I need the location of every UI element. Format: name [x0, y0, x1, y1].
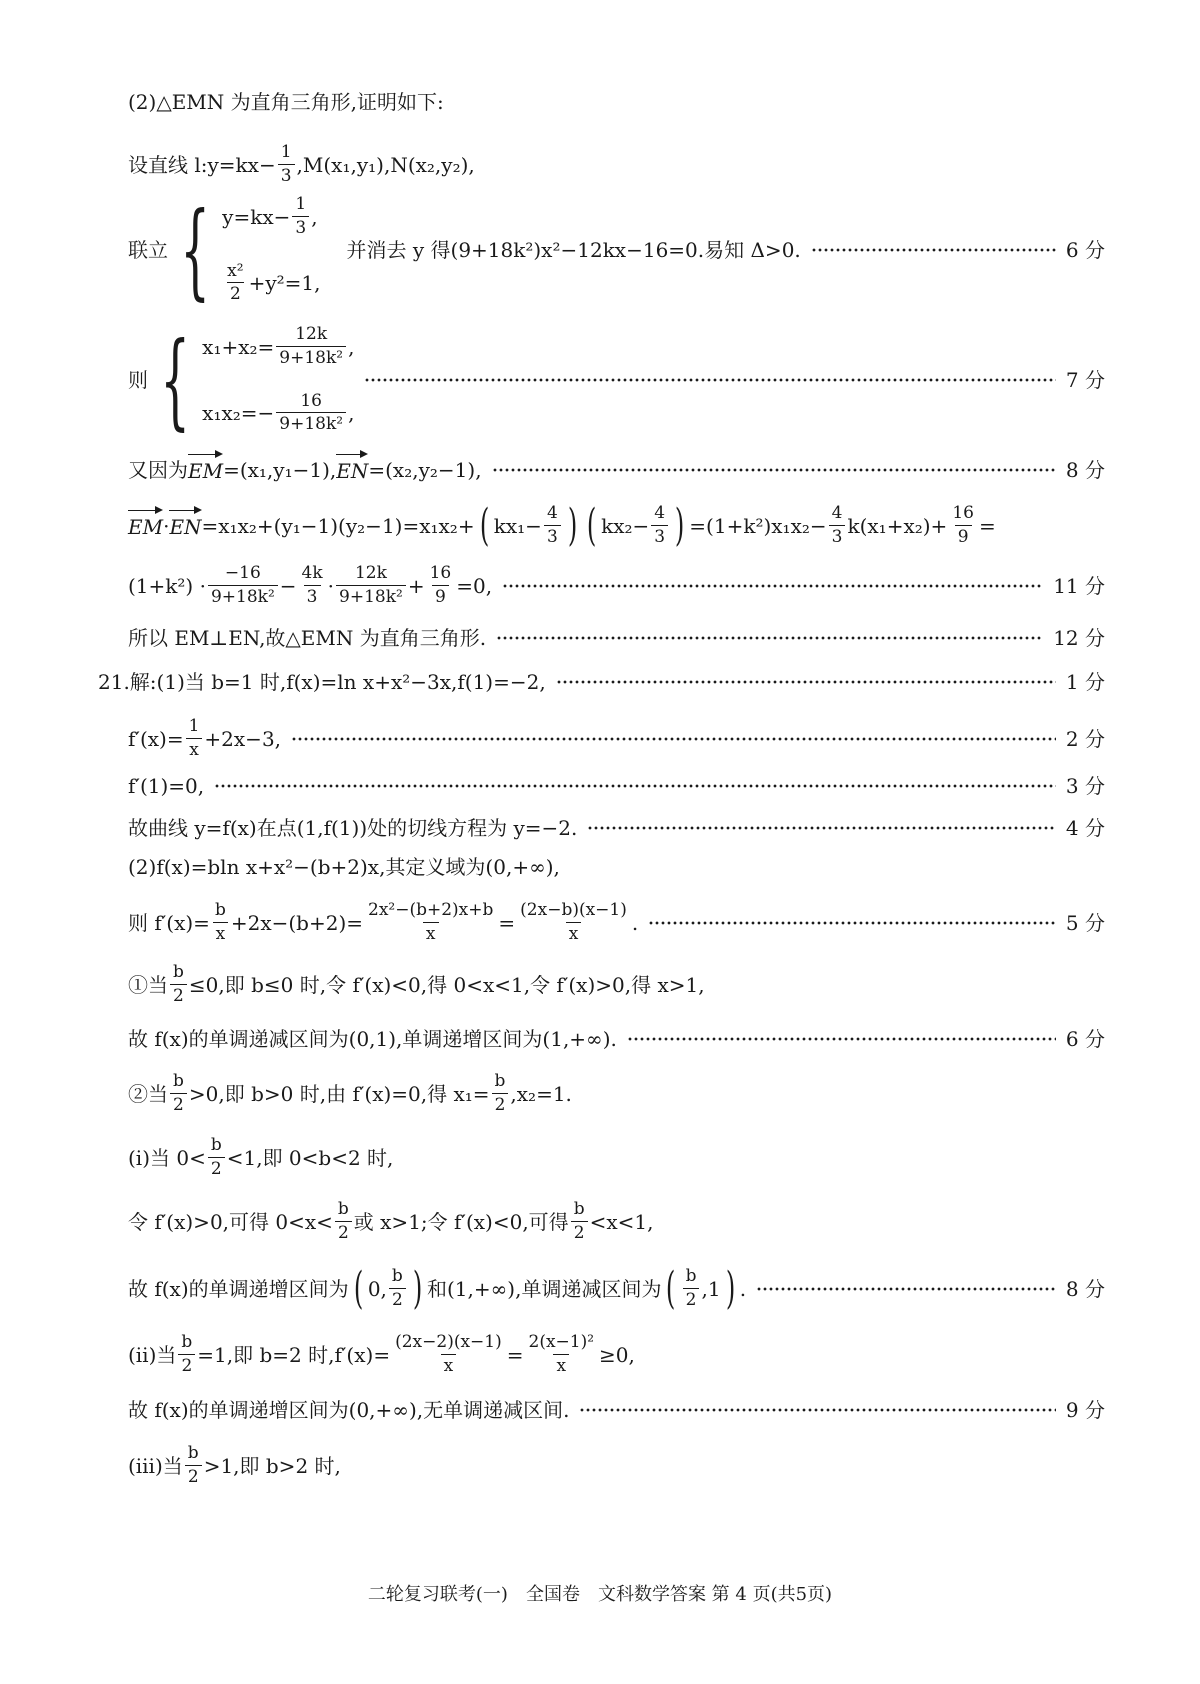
line-text: +: [407, 573, 425, 598]
line-text: <1,即 0<b<2 时,: [226, 1145, 394, 1170]
dot-leader: [811, 246, 1056, 254]
dot-leader: [556, 678, 1056, 686]
fraction: $\frac{b}{2}$: [335, 1200, 352, 1243]
line-text: =0,: [456, 573, 493, 598]
line-text: 又因为: [128, 458, 188, 482]
line-text: kx₂−: [601, 514, 650, 538]
dot-leader: [364, 376, 1055, 384]
equation-text: ,: [348, 401, 355, 426]
paren-glyph: ): [412, 1263, 423, 1314]
solution-line: [128, 459, 1105, 481]
paren-glyph: ): [725, 1263, 735, 1314]
line-lead: 联立: [128, 238, 168, 262]
line-text: f′(x)=: [128, 726, 184, 751]
score-label: 2 分: [1065, 726, 1105, 751]
score-label: 7 分: [1065, 368, 1105, 392]
dot-leader: [627, 1035, 1056, 1043]
solution-line: [128, 143, 1105, 186]
solution-line: [128, 1263, 1105, 1314]
paren-glyph: (: [666, 1263, 676, 1314]
fraction: $\frac{16}{\text{9+18k²}}$: [276, 392, 346, 435]
fraction: $\frac{4}{3}$: [544, 504, 561, 547]
paren-glyph: (: [353, 1263, 363, 1314]
dot-leader: [496, 634, 1043, 642]
line-text: k(x₁+x₂)+: [847, 514, 948, 538]
fraction: $\frac{1}{3}$: [292, 195, 309, 238]
line-text: kx₁−: [493, 514, 542, 538]
fraction: $\frac{(2x-b)(x-1)}{x}$: [520, 900, 627, 944]
score-label: 5 分: [1065, 910, 1105, 935]
equation-system: [148, 319, 355, 441]
line-text: .: [739, 1277, 747, 1301]
score-label: 8 分: [1065, 458, 1105, 482]
vector-em: EM: [188, 459, 224, 483]
score-label: 11 分: [1053, 573, 1105, 598]
line-text: =(x₁,y₁−1),: [223, 458, 337, 482]
line-text: 21.解:(1)当 b=1 时,f(x)=ln x+x²−3x,f(1)=−2,: [98, 670, 546, 694]
vector-en: EN: [336, 459, 369, 483]
equation-text: ,: [311, 204, 318, 229]
line-text: =1,即 b=2 时,f′(x)=: [197, 1342, 391, 1367]
fraction: $\frac{12k}{\text{9+18k²}}$: [276, 325, 346, 368]
solution-line: [128, 1400, 1105, 1420]
fraction: $\frac{b}{2}$: [208, 1136, 225, 1179]
solution-line: [128, 901, 1105, 944]
solution-line: [128, 963, 1105, 1006]
line-text: 0,: [367, 1277, 387, 1301]
line-text: (1+k²) ·: [128, 573, 206, 598]
vector-en: EN: [169, 515, 202, 539]
fraction: $\frac{1}{3}$: [278, 143, 295, 186]
line-text: >0,即 b>0 时,由 f′(x)=0,得 x₁=: [188, 1081, 490, 1106]
line-text: ,1: [701, 1277, 721, 1301]
line-text: 并消去 y 得(9+18k²)x²−12kx−16=0.易知 Δ>0.: [346, 238, 801, 262]
line-text: ,x₂=1.: [510, 1081, 572, 1106]
equation-text: y=kx−: [222, 204, 291, 229]
equation-text: ,: [348, 334, 355, 359]
fraction: $\frac{b}{2}$: [170, 1072, 187, 1115]
page-footer: 二轮复习联考(一) 全国卷 文科数学答案 第 4 页(共5页): [367, 1584, 833, 1605]
score-label: 6 分: [1065, 238, 1105, 262]
dot-leader: [291, 735, 1056, 743]
equation-system-line: [128, 319, 1105, 441]
line-text: >1,即 b>2 时,: [203, 1453, 341, 1478]
paren-glyph: (: [479, 500, 489, 551]
fraction: $\frac{12k}{\text{9+18k²}}$: [336, 564, 406, 607]
line-text: +2x−(b+2)=: [230, 910, 364, 935]
score-label: 4 分: [1065, 816, 1105, 840]
equation-system: [168, 189, 321, 311]
line-text: ②当: [128, 1081, 168, 1106]
line-text: 故 f(x)的单调递增区间为: [128, 1277, 349, 1301]
fraction: $\frac{b}{2}$: [571, 1200, 588, 1243]
line-text: ≥0,: [599, 1342, 635, 1367]
line-text: 或 x>1;令 f′(x)<0,可得: [353, 1209, 569, 1234]
line-text: (2)△EMN 为直角三角形,证明如下:: [128, 90, 444, 114]
line-text: =: [978, 514, 996, 538]
fraction: $\frac{16}{9}$: [952, 503, 974, 547]
line-text: −: [279, 573, 297, 598]
fraction: $\frac{4}{3}$: [829, 504, 846, 547]
equation-text: x₁+x₂=: [202, 334, 275, 359]
line-text: 设直线 l:y=kx−: [128, 152, 276, 177]
fraction: $\frac{b}{x}$: [212, 901, 229, 944]
solution-line: [128, 776, 1105, 796]
question-21-line: [98, 672, 1105, 692]
solution-line: [128, 1072, 1105, 1115]
score-label: 12 分: [1053, 626, 1105, 650]
line-lead: 则: [128, 368, 148, 392]
line-text: (ⅲ)当: [128, 1453, 183, 1478]
line-text: =: [506, 1342, 524, 1367]
line-text: 和(1,+∞),单调递减区间为: [426, 1277, 662, 1301]
solution-line: [128, 1200, 1105, 1243]
fraction: $\frac{\text{x²}}{2}$: [227, 260, 244, 305]
equation-text: +y²=1,: [248, 271, 321, 296]
equation-system-line: [128, 189, 1105, 311]
fraction: $\frac{4}{3}$: [651, 504, 668, 547]
solution-line: [128, 628, 1105, 648]
dot-leader: [756, 1285, 1056, 1293]
dot-leader: [579, 1406, 1055, 1414]
dot-leader: [492, 466, 1056, 474]
paren-glyph: ): [567, 500, 578, 551]
line-text: ·: [327, 573, 335, 598]
line-text: 令 f′(x)>0,可得 0<x<: [128, 1209, 333, 1234]
fraction: $\frac{b}{2}$: [683, 1267, 700, 1310]
solution-line: [128, 564, 1105, 607]
line-text: f′(1)=0,: [128, 774, 205, 798]
line-text: 则 f′(x)=: [128, 910, 210, 935]
line-text: =(1+k²)x₁x₂−: [689, 514, 827, 538]
equation-text: x₁x₂=−: [202, 401, 275, 426]
score-label: 1 分: [1065, 670, 1105, 694]
vector-em: EM: [128, 515, 164, 539]
line-text: 所以 EM⊥EN,故△EMN 为直角三角形.: [128, 626, 487, 650]
line-text: <x<1,: [589, 1209, 654, 1234]
line-text: ,M(x₁,y₁),N(x₂,y₂),: [296, 152, 475, 177]
paren-glyph: ): [674, 500, 685, 551]
fraction: $\frac{\text{2(x−1)²}}{x}$: [528, 1332, 595, 1376]
solution-line: [128, 92, 1105, 112]
brace-glyph: {: [160, 319, 190, 441]
solution-line: [128, 500, 1105, 551]
solution-line: [128, 818, 1105, 838]
fraction: $\frac{b}{2}$: [185, 1444, 202, 1487]
dot-leader: [502, 582, 1043, 590]
line-text: 故 f(x)的单调递减区间为(0,1),单调递增区间为(1,+∞).: [128, 1027, 617, 1051]
fraction: $\frac{\text{2x²−(b+2)x+b}}{x}$: [368, 900, 494, 944]
line-text: =(x₂,y₂−1),: [368, 458, 482, 482]
line-text: 故曲线 y=f(x)在点(1,f(1))处的切线方程为 y=−2.: [128, 816, 578, 840]
line-text: +2x−3,: [204, 726, 282, 751]
line-text: (ⅰ)当 0<: [128, 1145, 206, 1170]
score-label: 6 分: [1065, 1027, 1105, 1051]
line-text: ·: [163, 514, 170, 538]
brace-glyph: {: [180, 189, 210, 311]
line-text: (2)f(x)=bln x+x²−(b+2)x,其定义域为(0,+∞),: [128, 855, 560, 879]
score-label: 8 分: [1065, 1277, 1105, 1301]
solution-line: [128, 1029, 1105, 1049]
fraction: $\frac{1}{x}$: [186, 717, 203, 760]
fraction: $\frac{b}{2}$: [492, 1072, 509, 1115]
dot-leader: [648, 919, 1056, 927]
line-text: ≤0,即 b≤0 时,令 f′(x)<0,得 0<x<1,令 f′(x)>0,得 x>1,: [188, 972, 705, 997]
line-text: =x₁x₂+(y₁−1)(y₂−1)=x₁x₂+: [201, 514, 475, 538]
fraction: $\frac{4k}{3}$: [301, 563, 323, 607]
solution-line: [128, 717, 1105, 760]
dot-leader: [214, 782, 1056, 790]
fraction: $\frac{b}{2}$: [170, 963, 187, 1006]
line-text: =: [498, 910, 516, 935]
score-label: 9 分: [1065, 1398, 1105, 1422]
score-label: 3 分: [1065, 774, 1105, 798]
fraction: $\frac{b}{2}$: [389, 1267, 406, 1310]
fraction: $\frac{(2x-2)(x-1)}{x}$: [395, 1332, 502, 1376]
solution-line: [128, 1444, 1105, 1487]
fraction: $\frac{16}{9}$: [429, 563, 452, 607]
fraction: $\frac{b}{2}$: [178, 1333, 195, 1376]
fraction: $\frac{-16}{\text{9+18k²}}$: [208, 564, 278, 607]
paren-glyph: (: [586, 500, 597, 551]
line-text: ①当: [128, 972, 168, 997]
line-text: (ⅱ)当: [128, 1342, 177, 1367]
line-text: .: [631, 910, 639, 935]
line-text: 故 f(x)的单调递增区间为(0,+∞),无单调递减区间.: [128, 1398, 570, 1422]
solution-line: [128, 857, 1105, 877]
solution-line: [128, 1136, 1105, 1179]
dot-leader: [587, 824, 1056, 832]
solution-line: [128, 1333, 1105, 1376]
